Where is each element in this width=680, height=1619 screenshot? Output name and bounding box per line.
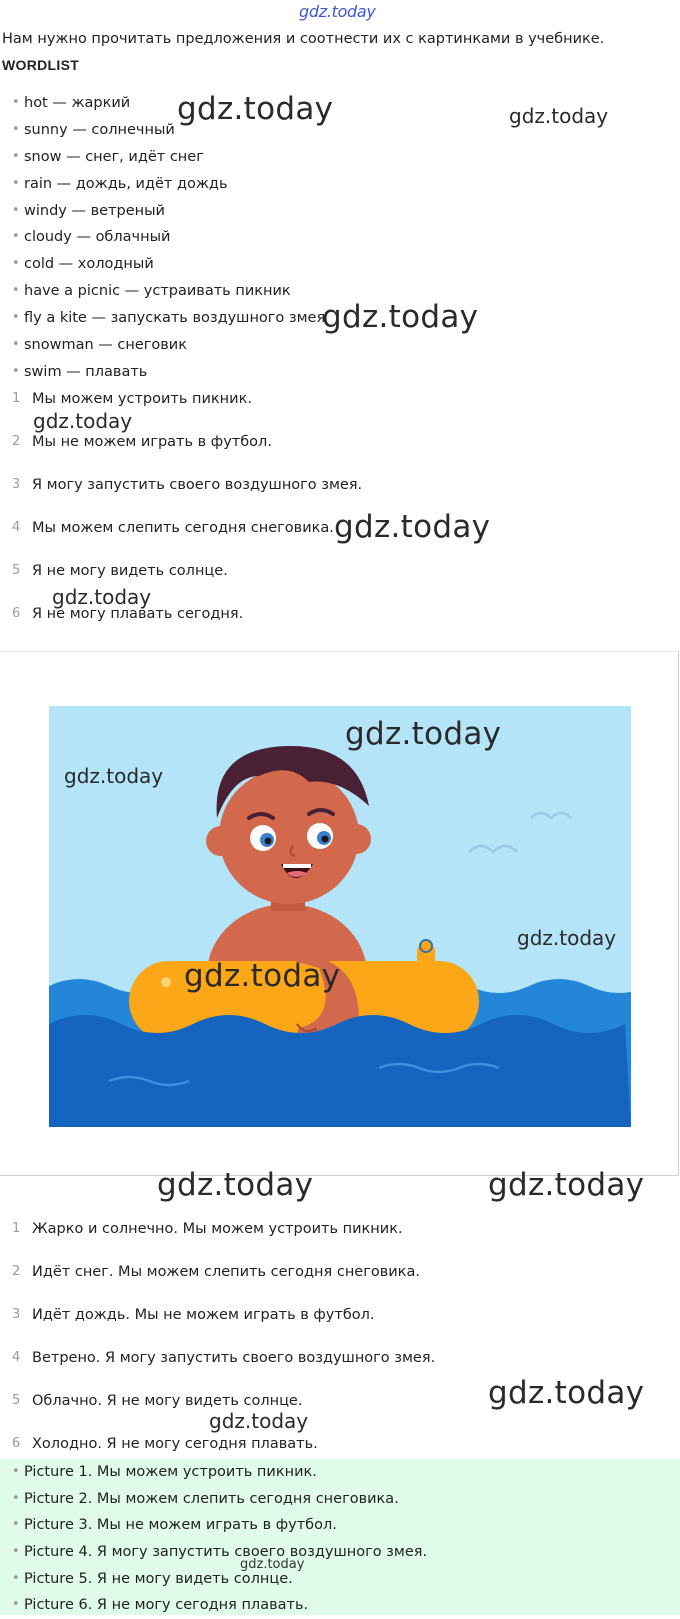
full-sentence-text: Облачно. Я не могу видеть солнце.: [32, 1393, 303, 1409]
sentence-text: Мы не можем играть в футбол.: [32, 434, 272, 450]
sentence-text: Мы можем устроить пикник.: [32, 391, 252, 407]
sentence-item: [0, 389, 252, 409]
answer-item: • Picture 4. Я могу запустить своего воздушного змея.: [0, 1539, 680, 1566]
full-sentence-text: Жарко и солнечно. Мы можем устроить пикник.: [32, 1221, 403, 1237]
answer-item: • Picture 5. Я не могу видеть солнце.: [0, 1566, 680, 1593]
sentence-number: 4: [12, 520, 21, 535]
full-sentence-item: [0, 1305, 375, 1325]
answer-item: • Picture 2. Мы можем слепить сегодня снеговика.: [0, 1486, 680, 1513]
full-sentence-item: [0, 1434, 318, 1454]
full-sentence-text: Холодно. Я не могу сегодня плавать.: [32, 1436, 318, 1452]
full-sentence-text: Идёт дождь. Мы не можем играть в футбол.: [32, 1307, 375, 1323]
watermark: gdz.today: [64, 764, 164, 788]
watermark: gdz.today: [184, 958, 341, 994]
wordlist-item: • rain — дождь, идёт дождь: [0, 171, 680, 198]
wordlist-item: • cloudy — облачный: [0, 224, 680, 251]
watermark: gdz.today: [488, 1167, 645, 1203]
sentence-text: Я не могу плавать сегодня.: [32, 606, 244, 622]
watermark: gdz.today: [177, 91, 334, 127]
intro-text: Нам нужно прочитать предложения и соотнести их с картинками в учебнике.: [2, 31, 605, 47]
sentence-number: 6: [12, 606, 21, 621]
sentence-item: [0, 475, 362, 495]
watermark: gdz.today: [322, 299, 479, 335]
watermark: gdz.today: [240, 1557, 305, 1572]
sentence-number: 5: [12, 563, 21, 578]
wordlist-item: • cold — холодный: [0, 251, 680, 278]
watermark: gdz.today: [52, 585, 152, 609]
watermark: gdz.today: [509, 104, 609, 128]
watermark: gdz.today: [345, 716, 502, 752]
full-sentence-text: Идёт снег. Мы можем слепить сегодня снеговика.: [32, 1264, 420, 1280]
wordlist-heading: WORDLIST: [2, 57, 80, 73]
watermark: gdz.today: [488, 1375, 645, 1411]
watermark: gdz.today: [157, 1167, 314, 1203]
sentence-text: Я могу запустить своего воздушного змея.: [32, 477, 363, 493]
full-sentence-item: [0, 1262, 420, 1282]
wordlist-item: • fly a kite — запускать воздушного змея: [0, 305, 680, 332]
wordlist: [0, 90, 680, 386]
wordlist-item: • swim — плавать: [0, 359, 680, 386]
sentence-number: 2: [12, 434, 21, 449]
sentence-item: [0, 432, 272, 452]
full-sentence-item: [0, 1348, 435, 1368]
full-sentence-item: [0, 1391, 302, 1411]
answer-item: • Picture 1. Мы можем устроить пикник.: [0, 1459, 680, 1486]
sentence-number: 3: [12, 477, 21, 492]
full-sentence-number: 5: [12, 1393, 21, 1408]
watermark: gdz.today: [334, 509, 491, 545]
watermark: gdz.today: [517, 926, 617, 950]
sentence-number: 1: [12, 391, 21, 406]
sentence-text: Мы можем слепить сегодня снеговика.: [32, 520, 334, 536]
wordlist-item: • hot — жаркий: [0, 90, 680, 117]
answer-item: • Picture 3. Мы не можем играть в футбол.: [0, 1512, 680, 1539]
answer-item: • Picture 6. Я не могу сегодня плавать.: [0, 1592, 680, 1619]
sentence-item: [0, 561, 228, 581]
wordlist-item: • sunny — солнечный: [0, 117, 680, 144]
watermark: gdz.today: [33, 409, 133, 433]
watermark: gdz.today: [209, 1409, 309, 1433]
sentence-text: Я не могу видеть солнце.: [32, 563, 228, 579]
full-sentence-text: Ветрено. Я могу запустить своего воздушного змея.: [32, 1350, 436, 1366]
top-watermark: gdz.today: [299, 2, 376, 21]
boy-swimming-illustration: [49, 706, 631, 1127]
full-sentence-number: 2: [12, 1264, 21, 1279]
wordlist-item: • snow — снег, идёт снег: [0, 144, 680, 171]
full-sentence-number: 4: [12, 1350, 21, 1365]
answers-list: [0, 1459, 680, 1615]
wordlist-item: • windy — ветреный: [0, 198, 680, 225]
wordlist-item: • snowman — снеговик: [0, 332, 680, 359]
full-sentence-number: 3: [12, 1307, 21, 1322]
full-sentence-item: [0, 1219, 403, 1239]
sentence-item: [0, 604, 243, 624]
sentence-item: [0, 518, 334, 538]
full-sentence-number: 6: [12, 1436, 21, 1451]
illustration-frame: [0, 651, 679, 1176]
wordlist-item: • have a picnic — устраивать пикник: [0, 278, 680, 305]
full-sentence-number: 1: [12, 1221, 21, 1236]
